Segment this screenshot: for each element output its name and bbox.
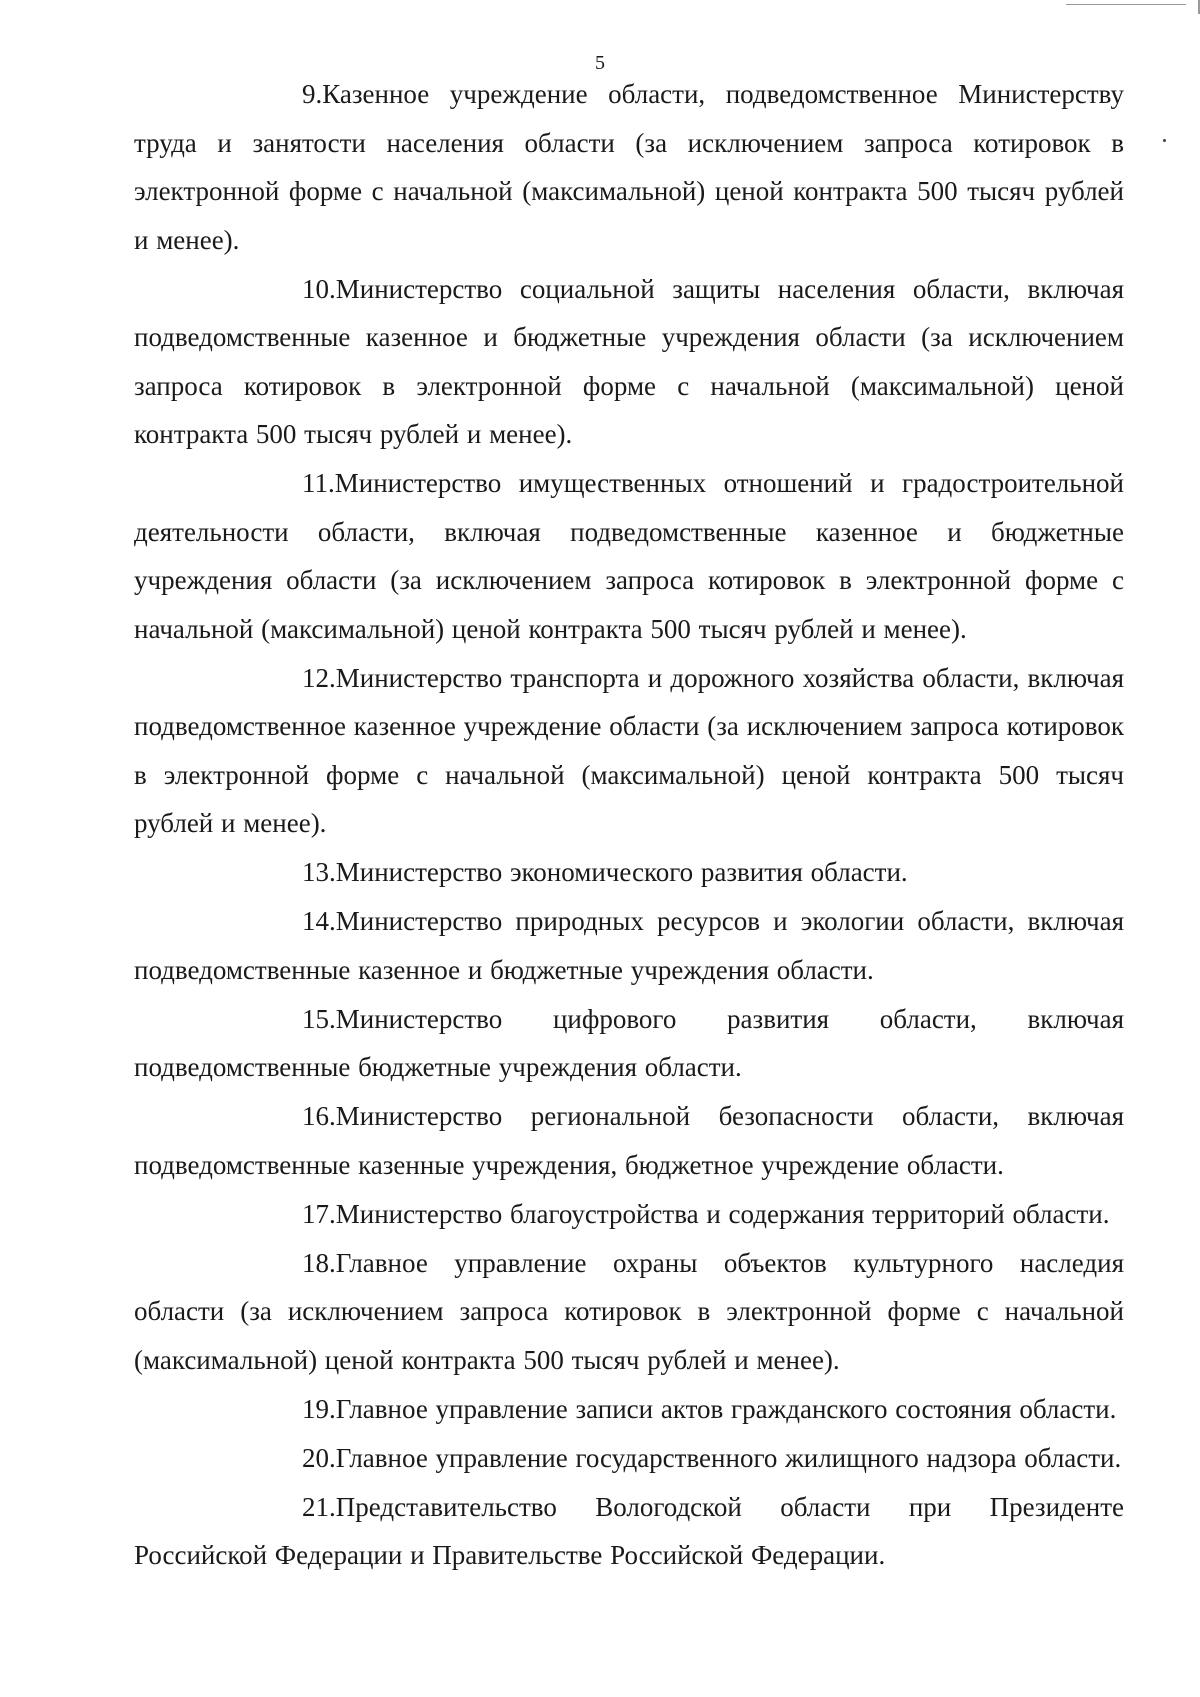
item-number: 18. [302, 1247, 336, 1278]
list-item [134, 265, 1124, 459]
list-item [134, 459, 1124, 653]
item-number: 14. [302, 906, 336, 936]
item-number: 15. [302, 1003, 336, 1034]
item-text: Министерство экономического развития области. [335, 857, 908, 887]
list-item [134, 1434, 1124, 1483]
item-number: 16. [302, 1101, 336, 1131]
item-number: 13. [302, 857, 336, 887]
item-text: Министерство цифрового развития области, включая подведомственные бюджетные учреждения области. [134, 1003, 1124, 1082]
list-item [134, 995, 1124, 1092]
list-item [134, 1483, 1124, 1580]
list-item [134, 848, 1124, 897]
list-item [134, 897, 1124, 994]
document-body [134, 70, 1124, 1580]
item-text: Министерство транспорта и дорожного хозяйства области, включая подведомственное казенное учреждение области (за исключением запроса котировок в электронной форме с начальной (максимальной) ценой контракта 500 тысяч рублей и менее). [134, 662, 1124, 838]
scan-edge-mark [1066, 0, 1186, 5]
item-text: Главное управление государственного жилищного надзора области. [335, 1442, 1122, 1473]
item-number: 17. [302, 1198, 336, 1229]
item-number: 11. [302, 468, 335, 498]
item-number: 10. [302, 273, 336, 304]
item-text: Министерство благоустройства и содержания территорий области. [335, 1198, 1110, 1229]
list-item [134, 1239, 1124, 1385]
item-number: 21. [302, 1491, 336, 1522]
item-number: 9. [302, 79, 323, 109]
page-number: 5 [595, 52, 605, 74]
item-number: 12. [302, 662, 336, 693]
list-item [134, 1092, 1124, 1189]
item-number: 19. [302, 1393, 336, 1424]
list-item [134, 1385, 1124, 1434]
item-text: Министерство региональной безопасности области, включая подведомственные казенные учреждения, бюджетное учреждение области. [134, 1101, 1124, 1180]
list-item [134, 654, 1124, 848]
list-item [134, 70, 1124, 264]
item-text: Казенное учреждение области, подведомственное Министерству труда и занятости населения области (за исключением запроса котировок в электронной форме с начальной (максимальной) ценой контракта 500 тысяч рублей и менее). [134, 79, 1124, 255]
item-text: Министерство имущественных отношений и градостроительной деятельности области, включая подведомственные казенное и бюджетные учреждения области (за исключением запроса котировок в электронной форме с начальной (максимальной) ценой контракта 500 тысяч рублей и менее). [134, 468, 1124, 644]
list-item [134, 1190, 1124, 1239]
scan-speck [1163, 139, 1166, 142]
item-text: Министерство природных ресурсов и экологии области, включая подведомственные казенное и бюджетные учреждения области. [134, 906, 1124, 985]
item-text: Главное управление охраны объектов культурного наследия области (за исключением запроса котировок в электронной форме с начальной (максимальной) ценой контракта 500 тысяч рублей и менее). [134, 1247, 1124, 1375]
item-text: Министерство социальной защиты населения области, включая подведомственные казенное и бюджетные учреждения области (за исключением запроса котировок в электронной форме с начальной (максимальной) ценой контракта 500 тысяч рублей и менее). [134, 273, 1124, 449]
item-text: Главное управление записи актов гражданского состояния области. [335, 1393, 1117, 1424]
item-number: 20. [302, 1442, 336, 1473]
item-text: Представительство Вологодской области при Президенте Российской Федерации и Правительстве Российской Федерации. [134, 1491, 1124, 1570]
